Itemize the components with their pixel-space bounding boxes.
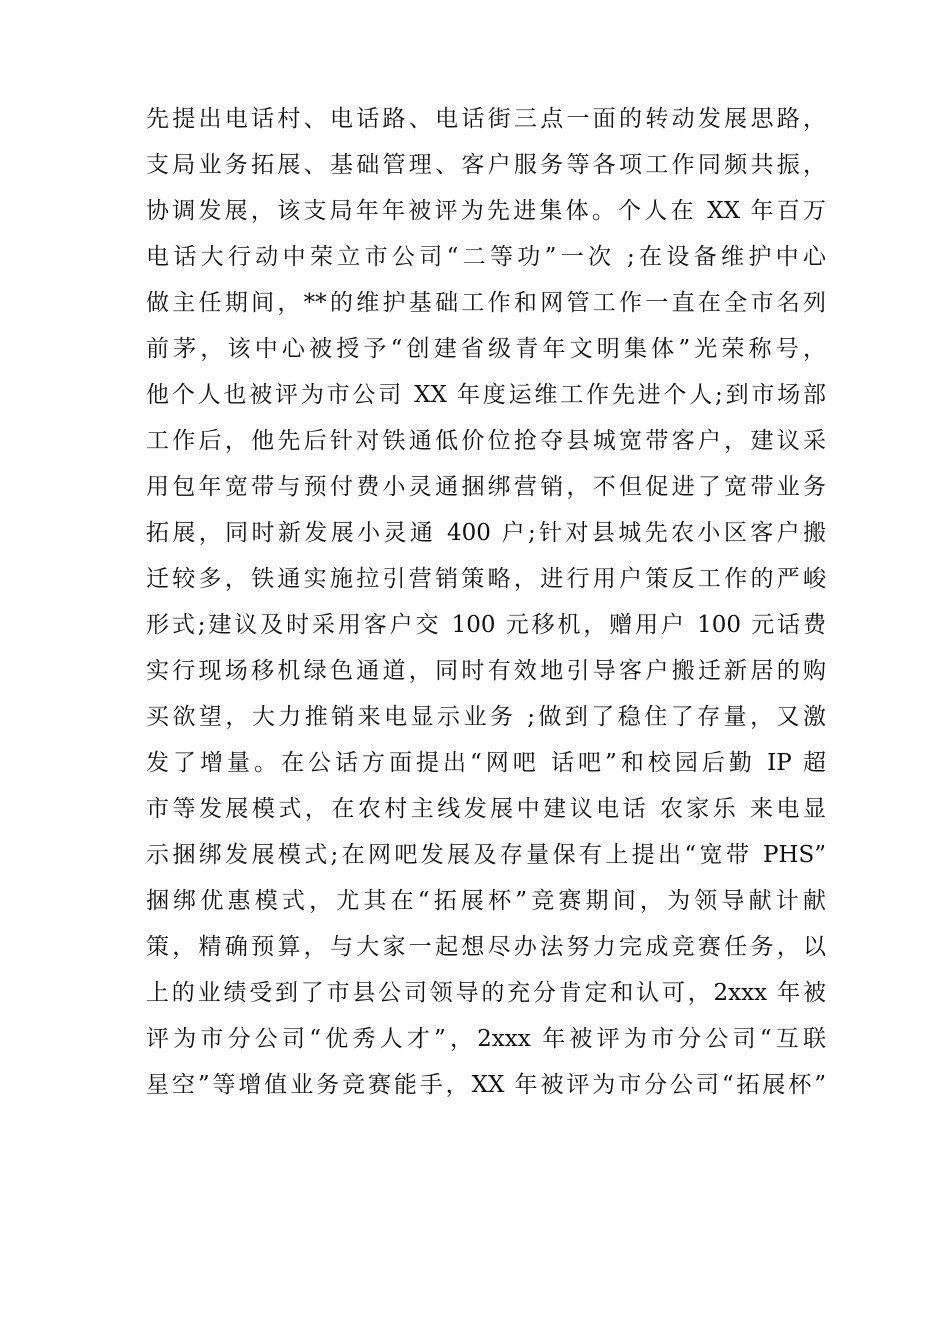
text-line: 形式;建议及时采用客户交 100 元移机，赠用户 100 元话费 [146,612,826,638]
text-line: 星空”等增值业务竞赛能手，XX 年被评为市分公司“拓展杯” [146,1072,826,1098]
body-paragraph [146,96,826,1108]
text-line: 买欲望，大力推销来电显示业务 ;做到了稳住了存量，又激 [146,704,826,730]
text-line: 前茅，该中心被授予“创建省级青年文明集体”光荣称号， [146,336,826,362]
text-line: 市等发展模式，在农村主线发展中建议电话 农家乐 来电显 [146,796,826,822]
text-line: 示捆绑发展模式;在网吧发展及存量保有上提出“宽带 PHS” [146,842,826,868]
text-line: 上的业绩受到了市县公司领导的充分肯定和认可，2xxx 年被 [146,980,826,1006]
text-line: 捆绑优惠模式，尤其在“拓展杯”竞赛期间，为领导献计献 [146,888,826,914]
text-line: 先提出电话村、电话路、电话街三点一面的转动发展思路， [146,106,826,132]
text-line: 协调发展，该支局年年被评为先进集体。个人在 XX 年百万 [146,198,826,224]
text-line: 评为市分公司“优秀人才”，2xxx 年被评为市分公司“互联 [146,1026,826,1052]
text-line: 做主任期间，**的维护基础工作和网管工作一直在全市名列 [146,290,826,316]
text-line: 支局业务拓展、基础管理、客户服务等各项工作同频共振， [146,152,826,178]
text-line: 用包年宽带与预付费小灵通捆绑营销，不但促进了宽带业务 [146,474,826,500]
text-line: 他个人也被评为市公司 XX 年度运维工作先进个人;到市场部 [146,382,826,408]
text-line: 迁较多，铁通实施拉引营销策略，进行用户策反工作的严峻 [146,566,826,592]
text-line: 电话大行动中荣立市公司“二等功”一次 ;在设备维护中心 [146,244,826,270]
text-line: 工作后，他先后针对铁通低价位抢夺县城宽带客户，建议采 [146,428,826,454]
text-line: 发了增量。在公话方面提出“网吧 话吧”和校园后勤 IP 超 [146,750,826,776]
text-line: 实行现场移机绿色通道，同时有效地引导客户搬迁新居的购 [146,658,826,684]
text-line: 策，精确预算，与大家一起想尽办法努力完成竞赛任务，以 [146,934,826,960]
text-line: 拓展，同时新发展小灵通 400 户;针对县城先农小区客户搬 [146,520,826,546]
